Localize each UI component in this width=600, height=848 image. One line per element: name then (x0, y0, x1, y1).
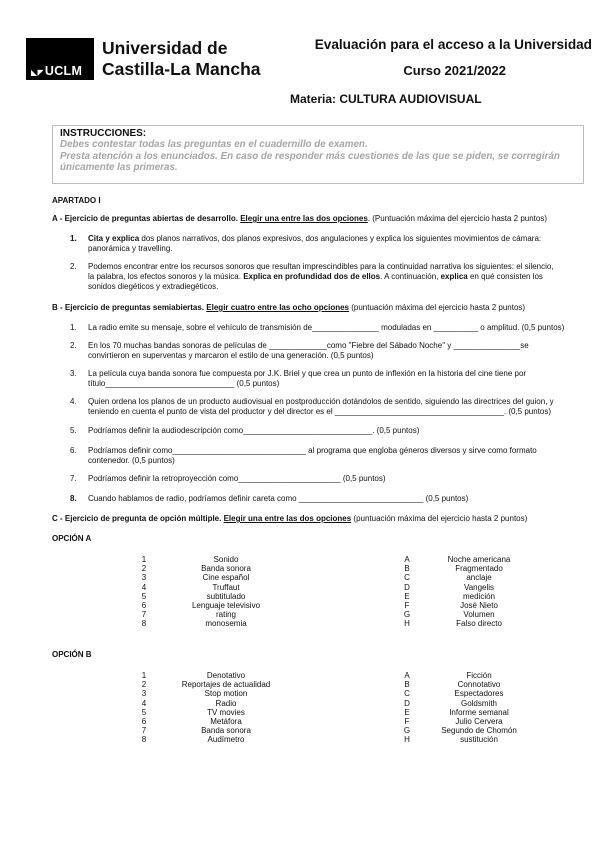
match-letter: C (404, 573, 410, 583)
match-term: medición (462, 591, 495, 601)
question-a2-part: la palabra, los efectos sonoros y la música. (88, 272, 244, 281)
question-b7-line: Podríamos definir la retroproyección como_______________________ (0,5 puntos) (88, 474, 386, 483)
university-name-line-1: Universidad de (102, 38, 228, 58)
question-b8-line: Cuando hablamos de radio, podríamos definir careta como ____________________________ (0,5 puntos) (88, 494, 469, 503)
question-b2-line: En los 70 muchas bandas sonoras de películas de _____________como "Fiebre del Sábado Noche" y _______________se (88, 341, 529, 350)
subject-title: Materia: CULTURA AUDIOVISUAL (290, 92, 482, 106)
question-b1-line: La radio emite su mensaje, sobre el vehículo de transmisión de_______________ moduladas en __________ o amplitud. (0,5 puntos) (88, 323, 565, 332)
match-number: 2 (141, 564, 147, 574)
match-term: rating (215, 610, 236, 620)
match-term: anclaje (466, 573, 492, 583)
option-a-left-terms (166, 555, 286, 629)
question-a2-part: . A continuación, (380, 272, 441, 281)
question-a1 (88, 234, 541, 254)
option-b-left-terms (166, 671, 286, 745)
match-term: Goldsmith (460, 698, 497, 708)
question-number: 2. (70, 262, 77, 271)
match-number: 4 (141, 582, 147, 592)
exam-title: Evaluación para el acceso a la Universidad (314, 37, 592, 52)
match-number: 6 (141, 717, 147, 727)
question-a2-bold: explica (440, 272, 468, 281)
option-b-title: OPCIÓN B (52, 650, 92, 659)
match-term: Informe semanal (449, 707, 509, 717)
option-b-right-terms (420, 671, 538, 745)
match-number: 5 (141, 591, 147, 601)
match-term: Connotativo (457, 680, 501, 690)
question-b6-line: Podríamos definir como______________________________ al programa que engloba géneros diversos y sirve como formato (88, 446, 537, 455)
match-letter: H (404, 735, 410, 745)
instructions-line: Presta atención a los enunciados. En caso de responder más cuestiones de las que se piden, se corregirán (60, 150, 560, 162)
question-b3-line: La película cuya banda sonora fue compuesta por J.K. Briel y que crea un punto de inflexión en la historia del cine tiene por (88, 369, 527, 378)
match-letter: H (404, 619, 410, 629)
match-term: Banda sonora (201, 726, 251, 736)
match-term: sustitución (460, 735, 498, 745)
section-b-lead: B - Ejercicio de preguntas semiabiertas. (52, 303, 205, 312)
match-term: Radio (215, 698, 237, 708)
question-b3-line: título_____________________________ (0,5 puntos) (88, 379, 280, 388)
match-letter: B (404, 564, 410, 574)
match-term: Truffaut (212, 582, 240, 592)
question-a2-line-2 (88, 272, 554, 282)
option-a-letters (399, 555, 415, 629)
match-number: 1 (141, 671, 147, 680)
section-a-choose: Elegir una entre las dos opciones (240, 214, 368, 223)
question-b4-line: teniendo en cuenta el punto de vista del productor y del director es el ______________________________________. (0,5 puntos) (88, 407, 552, 416)
match-term: Volumen (463, 610, 495, 620)
logo-label: UCLM (44, 64, 83, 78)
match-letter: B (404, 680, 410, 690)
question-b8 (88, 494, 468, 504)
logo-mark-icon: ◣◤ (31, 68, 44, 77)
match-letter: C (404, 689, 410, 699)
instructions-line: únicamente las primeras. (60, 162, 178, 173)
question-a2 (88, 262, 554, 292)
section-c-lead: C - Ejercicio de pregunta de opción múltiple. (52, 514, 222, 523)
match-number: 4 (141, 698, 147, 708)
match-letter: G (403, 726, 411, 736)
section-c-points: (puntuación máxima del ejercicio hasta 2 puntos) (351, 514, 528, 523)
instructions-line: Debes contestar todas las preguntas en el cuadernillo de examen. (60, 139, 368, 150)
question-b4-line: Quien ordena los planos de un producto audiovisual en postproducción dotándolos de sentido, siguiendo las directrices del guion, y (88, 397, 554, 406)
match-number: 3 (141, 689, 147, 699)
match-term: Falso directo (456, 619, 502, 629)
match-letter: E (404, 591, 410, 601)
question-b4 (88, 397, 554, 417)
apartado-heading: APARTADO I (52, 196, 101, 205)
match-term: Sonido (213, 555, 239, 564)
match-term: José Nieto (460, 601, 498, 611)
section-b-choose: Elegir cuatro entre las ocho opciones (206, 303, 349, 312)
option-a-title: OPCIÓN A (52, 534, 92, 543)
option-b-numbers (136, 671, 152, 745)
match-number: 7 (141, 610, 147, 620)
question-b3 (88, 369, 526, 389)
section-b-points: (puntuación máxima del ejercicio hasta 2 puntos) (349, 303, 526, 312)
match-letter: D (404, 698, 410, 708)
match-term: Ficción (466, 671, 492, 680)
section-a-lead: A - Ejercicio de preguntas abiertas de desarrollo. (52, 214, 238, 223)
question-number: 6. (70, 446, 77, 455)
question-b5-line: Podríamos definir la audiodescripción como_____________________________. (0,5 puntos) (88, 426, 420, 435)
match-term: Julio Cervera (455, 717, 503, 727)
match-term: Fragmentado (455, 564, 503, 574)
match-letter: G (403, 610, 411, 620)
match-term: Espectadores (454, 689, 504, 699)
match-number: 7 (141, 726, 147, 736)
match-term: Banda sonora (201, 564, 251, 574)
university-name (102, 38, 261, 80)
match-number: 1 (141, 555, 147, 564)
question-b1 (88, 323, 564, 333)
question-a1-text: dos planos narrativos, dos planos expresivos, dos angulaciones y explica los siguientes movimientos de cámara: (139, 234, 542, 243)
option-a-right-terms (420, 555, 538, 629)
section-c-heading (52, 514, 527, 524)
match-letter: A (404, 671, 410, 680)
match-term: Metáfora (210, 717, 242, 727)
question-number: 1. (70, 234, 77, 243)
match-term: Vangelis (463, 582, 495, 592)
university-name-line-2: Castilla-La Mancha (102, 59, 261, 79)
match-number: 5 (141, 707, 147, 717)
match-number: 3 (141, 573, 147, 583)
match-term: Noche americana (447, 555, 511, 564)
question-a2-part: en qué consisten los (467, 272, 543, 281)
instructions-box (52, 125, 584, 184)
question-a2-bold: Explica en profundidad dos de ellos (243, 272, 381, 281)
match-number: 2 (141, 680, 147, 690)
match-term: TV movies (207, 707, 245, 717)
question-a1-bold: Cita y explica (88, 234, 140, 243)
uclm-logo-text (31, 64, 82, 78)
section-a-points: . (Puntuación máxima del ejercicio hasta 2 puntos) (367, 214, 548, 223)
match-letter: A (404, 555, 410, 564)
match-term: Segundo de Chomón (441, 726, 517, 736)
exam-year: Curso 2021/2022 (403, 63, 506, 78)
match-term: Reportajes de actualidad (181, 680, 271, 690)
question-a2-line-1: Podemos encontrar entre los recursos sonoros que resultan imprescindibles para la continuidad narrativa los siguientes: el silencio, (88, 262, 554, 271)
match-letter: D (404, 582, 410, 592)
question-b2-line: convirtieron en superventas y marcaron el estilo de una generación. (0,5 puntos) (88, 351, 374, 360)
match-term: Lenguaje televisivo (191, 601, 261, 611)
match-term: Stop motion (204, 689, 248, 699)
match-term: Audímetro (207, 735, 245, 745)
question-b6-line: contenedor. (0,5 puntos) (88, 456, 175, 465)
question-number: 8. (70, 494, 77, 503)
section-b-heading (52, 303, 525, 313)
question-b6 (88, 446, 537, 466)
question-number: 1. (70, 323, 77, 332)
question-b5 (88, 426, 419, 436)
instructions-title: INSTRUCCIONES: (60, 128, 147, 139)
question-b2 (88, 341, 529, 361)
question-a1-text-2: panorámica y travelling. (88, 244, 173, 253)
question-number: 3. (70, 369, 77, 378)
match-letter: E (404, 707, 410, 717)
match-number: 8 (141, 619, 147, 629)
question-number: 7. (70, 474, 77, 483)
match-term: Cine español (202, 573, 250, 583)
match-term: monosemia (205, 619, 247, 629)
match-number: 6 (141, 601, 147, 611)
question-number: 4. (70, 397, 77, 406)
match-number: 8 (141, 735, 147, 745)
match-term: Denotativo (206, 671, 246, 680)
section-c-choose: Elegir una entre las dos opciones (223, 514, 352, 523)
match-letter: F (404, 717, 410, 727)
option-a-numbers (136, 555, 152, 629)
question-b7 (88, 474, 386, 484)
question-number: 5. (70, 426, 77, 435)
match-term: subtitulado (206, 591, 246, 601)
question-number: 2. (70, 341, 77, 350)
match-letter: F (404, 601, 410, 611)
option-b-letters (399, 671, 415, 745)
question-a2-line-3: sonidos diegéticos y extradiegéticos. (88, 282, 219, 291)
section-a-heading (52, 214, 547, 224)
